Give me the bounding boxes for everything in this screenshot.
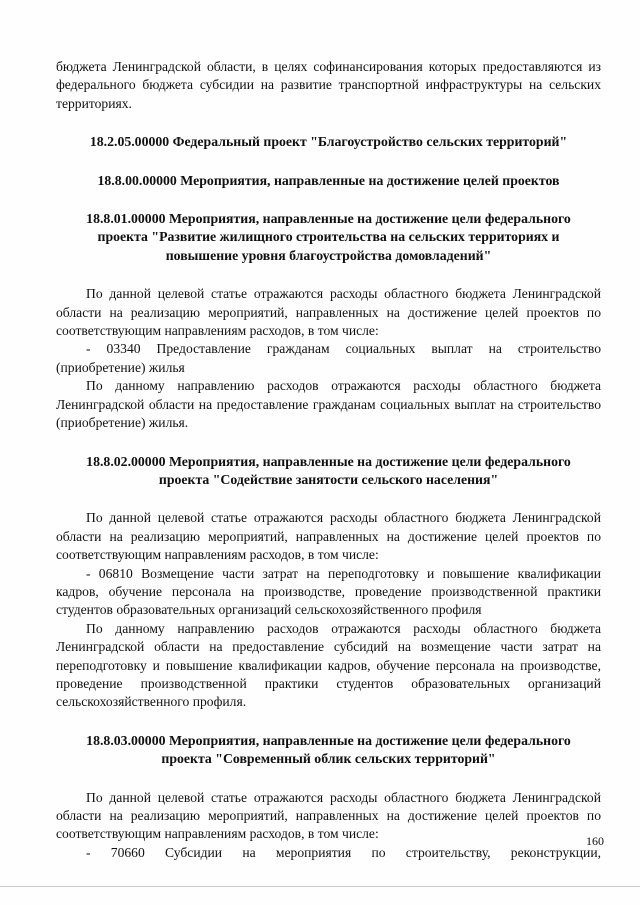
paragraph-intro-18-8-03: По данной целевой статье отражаются расходы областного бюджета Ленинградской области на реализацию мероприятий, направленных на достижение целей проектов по соответствующим направлениям расходов, в том числе: (56, 789, 601, 842)
paragraph-intro-18-8-01: По данной целевой статье отражаются расходы областного бюджета Ленинградской области на реализацию мероприятий, направленных на достижение целей проектов по соответствующим направлениям расходов, в том числе: (56, 286, 601, 339)
paragraph-item-70660: - 70660 Субсидии на мероприятия по строительству, реконструкции, (86, 844, 601, 860)
section-heading-18-8-02: 18.8.02.00000 Мероприятия, направленные на достижение цели федерального проекта "Содействие занятости сельского населения" (86, 453, 571, 487)
paragraph-item-03340-desc: По данному направлению расходов отражаются расходы областного бюджета Ленинградской области на предоставление гражданам социальных выплат на строительство (приобретение) жилья. (56, 378, 601, 431)
paragraph-continuation: бюджета Ленинградской области, в целях софинансирования которых предоставляются из федерального бюджета субсидии на развитие транспортной инфраструктуры на сельских территориях. (56, 59, 601, 111)
scan-edge-line (0, 886, 640, 887)
section-heading-18-8-00: 18.8.00.00000 Мероприятия, направленные на достижение целей проектов (97, 172, 560, 188)
paragraph-intro-18-8-02: По данной целевой статье отражаются расходы областного бюджета Ленинградской области на реализацию мероприятий, направленных на достижение целей проектов по соответствующим направлениям расходов, в том числе: (56, 510, 601, 563)
paragraph-item-03340: - 03340 Предоставление гражданам социальных выплат на строительство (приобретение) жилья (56, 341, 601, 375)
page-number: 160 (586, 834, 604, 848)
section-heading-18-8-03: 18.8.03.00000 Мероприятия, направленные на достижение цели федерального проекта "Современный облик сельских территорий" (86, 732, 571, 767)
page-body (56, 58, 601, 862)
section-heading-18-2-05: 18.2.05.00000 Федеральный проект "Благоустройство сельских территорий" (89, 134, 568, 150)
section-heading-18-8-01: 18.8.01.00000 Мероприятия, направленные на достижение цели федерального проекта "Развитие жилищного строительства на сельских территориях и повышение уровня благоустройства домовладений" (86, 211, 571, 263)
paragraph-item-06810: - 06810 Возмещение части затрат на переподготовку и повышение квалификации кадров, обучение персонала на производстве, проведение производственной практики студентов образовательных организаций сельскохозяйственного профиля (56, 565, 601, 618)
paragraph-item-06810-desc: По данному направлению расходов отражаются расходы областного бюджета Ленинградской области на предоставление субсидий на возмещение части затрат на переподготовку и повышение квалификации кадров, обучение персонала на производстве, проведение производственной практики студентов образовательных организаций сельскохозяйственного профиля. (56, 620, 601, 710)
